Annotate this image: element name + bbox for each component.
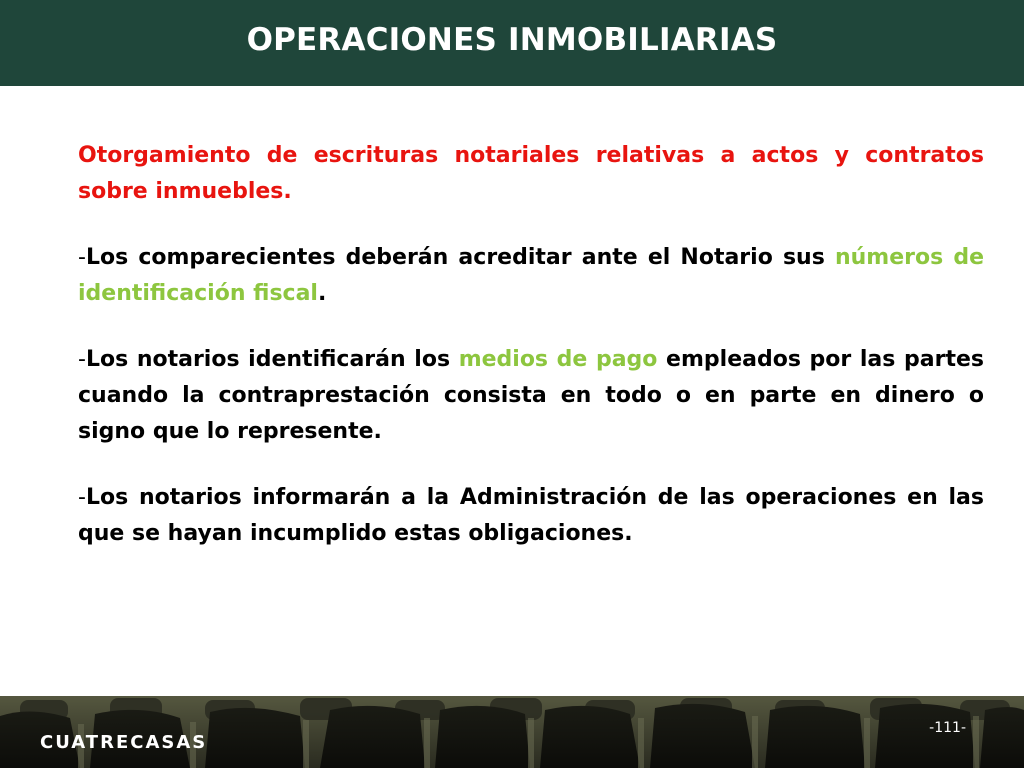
footer-banner — [0, 696, 1024, 768]
highlight-text: números de identificación fiscal — [78, 245, 984, 306]
dash-marker: - — [78, 245, 86, 270]
bullet-text-end: . — [317, 281, 327, 306]
dash-marker: - — [78, 347, 86, 372]
dash-marker: - — [78, 485, 86, 510]
bullet-text: Los notarios informarán a la Administración de las operaciones en las que se hayan incumplido estas obligaciones. — [78, 485, 984, 546]
title-bar — [0, 0, 1024, 86]
brand-logo: CUATRECASAS — [40, 732, 208, 753]
bullet-text-end: empleados por las partes cuando la contraprestación consista en todo o en parte en dinero o signo que lo represente. — [78, 347, 984, 444]
bullet-text: Los notarios identificarán los — [85, 347, 459, 372]
slide-content — [78, 138, 984, 582]
bullet-paragraph-2 — [78, 342, 984, 450]
intro-paragraph: Otorgamiento de escrituras notariales relativas a actos y contratos sobre inmuebles. — [78, 143, 984, 204]
bullet-paragraph-3 — [78, 480, 984, 552]
bullet-text: Los comparecientes deberán acreditar ante el Notario sus — [85, 245, 835, 270]
bullet-paragraph-1 — [78, 240, 984, 312]
page-title: OPERACIONES INMOBILIARIAS — [246, 22, 778, 58]
highlight-text: medios de pago — [458, 347, 658, 372]
page-number: -111- — [929, 720, 966, 736]
